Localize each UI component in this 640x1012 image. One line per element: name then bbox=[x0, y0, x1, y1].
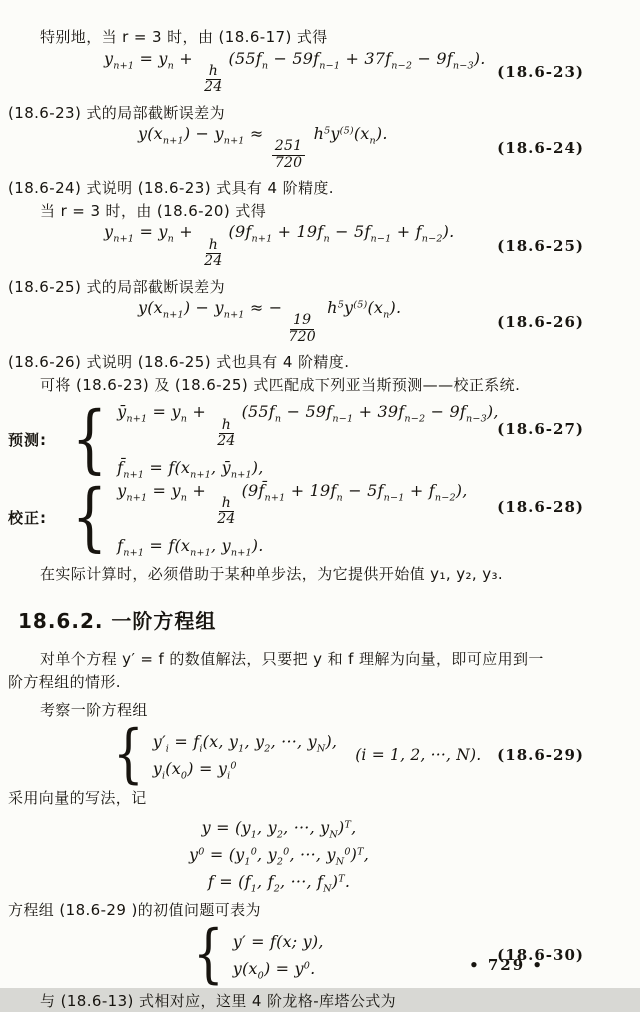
equation-tag-18-6-26: (18.6-26) bbox=[497, 312, 584, 331]
equation-18-6-29-row2: $y_i(x_0) = y_i^0$ bbox=[152, 758, 237, 781]
paragraph-vector-intro-line1: 对单个方程 y′ = f 的数值解法，只要把 y 和 f 理解为向量，即可应用到一 bbox=[40, 650, 544, 669]
left-brace: { bbox=[113, 716, 144, 791]
equation-tag-18-6-30: (18.6-30) bbox=[497, 945, 584, 964]
equation-18-6-25-body: $y_{n+1} = y_n$ + $\frac{h}{24}$ $(9f_{n+1} + 19f_n - 5f_{n-1} + f_{n-2})$. bbox=[104, 222, 455, 270]
paragraph-vector-intro-line2: 阶方程组的情形. bbox=[8, 672, 121, 691]
equation-18-6-26 bbox=[8, 298, 640, 345]
left-brace: { bbox=[71, 396, 108, 483]
vector-definition-y0: $y^0 = (y_1^0$, $y_2^0$, ···, $y_N^0)^T$, bbox=[188, 845, 369, 868]
left-brace: { bbox=[193, 916, 224, 991]
page-number: • 729 • bbox=[469, 956, 544, 974]
equation-system-18-6-29 bbox=[108, 716, 640, 791]
system-18-6-29-equations bbox=[152, 731, 338, 781]
paragraph-r3-case-b: 当 r = 3 时，由 (18.6-20) 式得 bbox=[40, 201, 267, 220]
paragraph-start-values: 在实际计算时，必须借助于某种单步法，为它提供开始值 y₁, y₂, y₃. bbox=[40, 564, 504, 583]
paragraph-special-case-r3: 特别地，当 r = 3 时，由 (18.6-17) 式得 bbox=[40, 28, 328, 46]
predictor-label: 预测: bbox=[8, 430, 47, 449]
paragraph-initial-value-problem: 方程组 (18.6-29 )的初值问题可表为 bbox=[8, 901, 261, 920]
paragraph-adams-predictor-corrector: 可将 (18.6-23) 及 (18.6-25) 式匹配成下列亚当斯预测——校正系统. bbox=[40, 375, 521, 394]
predictor-system bbox=[8, 396, 640, 483]
corrector-equations bbox=[117, 480, 468, 559]
paragraph-truncation-error-25: (18.6-25) 式的局部截断误差为 bbox=[8, 277, 225, 296]
equation-tag-18-6-27: (18.6-27) bbox=[497, 420, 584, 439]
equation-18-6-26-body: $y(x_{n+1}) - y_{n+1}$ ≈ − $\frac{19}{720}$ $h^5y^{(5)}(x_n)$. bbox=[138, 298, 402, 345]
corrector-system bbox=[8, 474, 640, 561]
equation-tag-18-6-25: (18.6-25) bbox=[497, 237, 584, 256]
equation-18-6-28-row1: $y_{n+1} = y_n$ + $\frac{h}{24}$ $(9f̄_{n+1} + 19f_n - 5f_{n-1} + f_{n-2})$, bbox=[117, 480, 468, 528]
equation-18-6-28-row2: $f_{n+1} = f(x_{n+1}$, $y_{n+1}$). bbox=[117, 535, 264, 559]
vector-definitions bbox=[8, 814, 550, 896]
paragraph-note-26: (18.6-26) 式说明 (18.6-25) 式也具有 4 阶精度. bbox=[8, 353, 350, 372]
section-heading-18-6-2: 18.6.2. 一阶方程组 bbox=[18, 609, 217, 634]
equation-tag-18-6-24: (18.6-24) bbox=[497, 138, 584, 157]
system-18-6-30-equations bbox=[232, 931, 324, 982]
paragraph-vector-notation: 采用向量的写法，记 bbox=[8, 789, 147, 808]
equation-18-6-30-row1: y′ = f(x; y), bbox=[232, 931, 324, 951]
paragraph-runge-kutta: 与 (18.6-13) 式相对应，这里 4 阶龙格-库塔公式为 bbox=[40, 991, 397, 1010]
equation-18-6-23-body: $y_{n+1} = y_n$ + $\frac{h}{24}$ $(55f_n - 59f_{n-1} + 37f_{n-2} - 9f_{n-3})$. bbox=[104, 48, 486, 96]
paragraph-note-24: (18.6-24) 式说明 (18.6-23) 式具有 4 阶精度. bbox=[8, 179, 334, 198]
equation-18-6-29-index-range: (i = 1, 2, ···, N). bbox=[355, 745, 482, 764]
equation-tag-18-6-23: (18.6-23) bbox=[497, 63, 584, 82]
equation-18-6-27-row2: $f̄_{n+1} = f(x_{n+1}$, $ȳ_{n+1}$), bbox=[117, 457, 264, 480]
predictor-equations bbox=[117, 402, 499, 480]
equation-tag-18-6-28: (18.6-28) bbox=[497, 498, 584, 517]
equation-18-6-29-row1: $y'_i = f_i(x$, $y_1$, $y_2$, ···, $y_N$), bbox=[152, 731, 338, 754]
corrector-label: 校正: bbox=[8, 509, 47, 528]
paragraph-consider-system: 考察一阶方程组 bbox=[40, 701, 148, 720]
left-brace: { bbox=[71, 474, 108, 561]
equation-18-6-30-row2: $y(x_0) = y^0$. bbox=[232, 958, 316, 982]
equation-tag-18-6-29: (18.6-29) bbox=[497, 745, 584, 764]
paragraph-truncation-error-23: (18.6-23) 式的局部截断误差为 bbox=[8, 103, 225, 122]
equation-18-6-23 bbox=[8, 49, 640, 96]
vector-definition-y: $y = (y_1$, $y_2$, ···, $y_N)^T$, bbox=[201, 817, 357, 841]
equation-18-6-24 bbox=[8, 124, 640, 171]
equation-18-6-27-row1: $ȳ_{n+1} = y_n$ + $\frac{h}{24}$ $(55f_n - 59f_{n-1} + 39f_{n-2} - 9f_{n-3})$, bbox=[117, 402, 499, 450]
equation-18-6-25 bbox=[8, 222, 640, 269]
vector-definition-f: $f = (f_1$, $f_2$, ···, $f_N)^T$. bbox=[207, 872, 351, 895]
equation-system-18-6-30 bbox=[188, 916, 640, 991]
equation-18-6-24-body: $y(x_{n+1}) - y_{n+1}$ ≈ $\frac{251}{720}$ $h^5y^{(5)}(x_n)$. bbox=[138, 124, 388, 171]
